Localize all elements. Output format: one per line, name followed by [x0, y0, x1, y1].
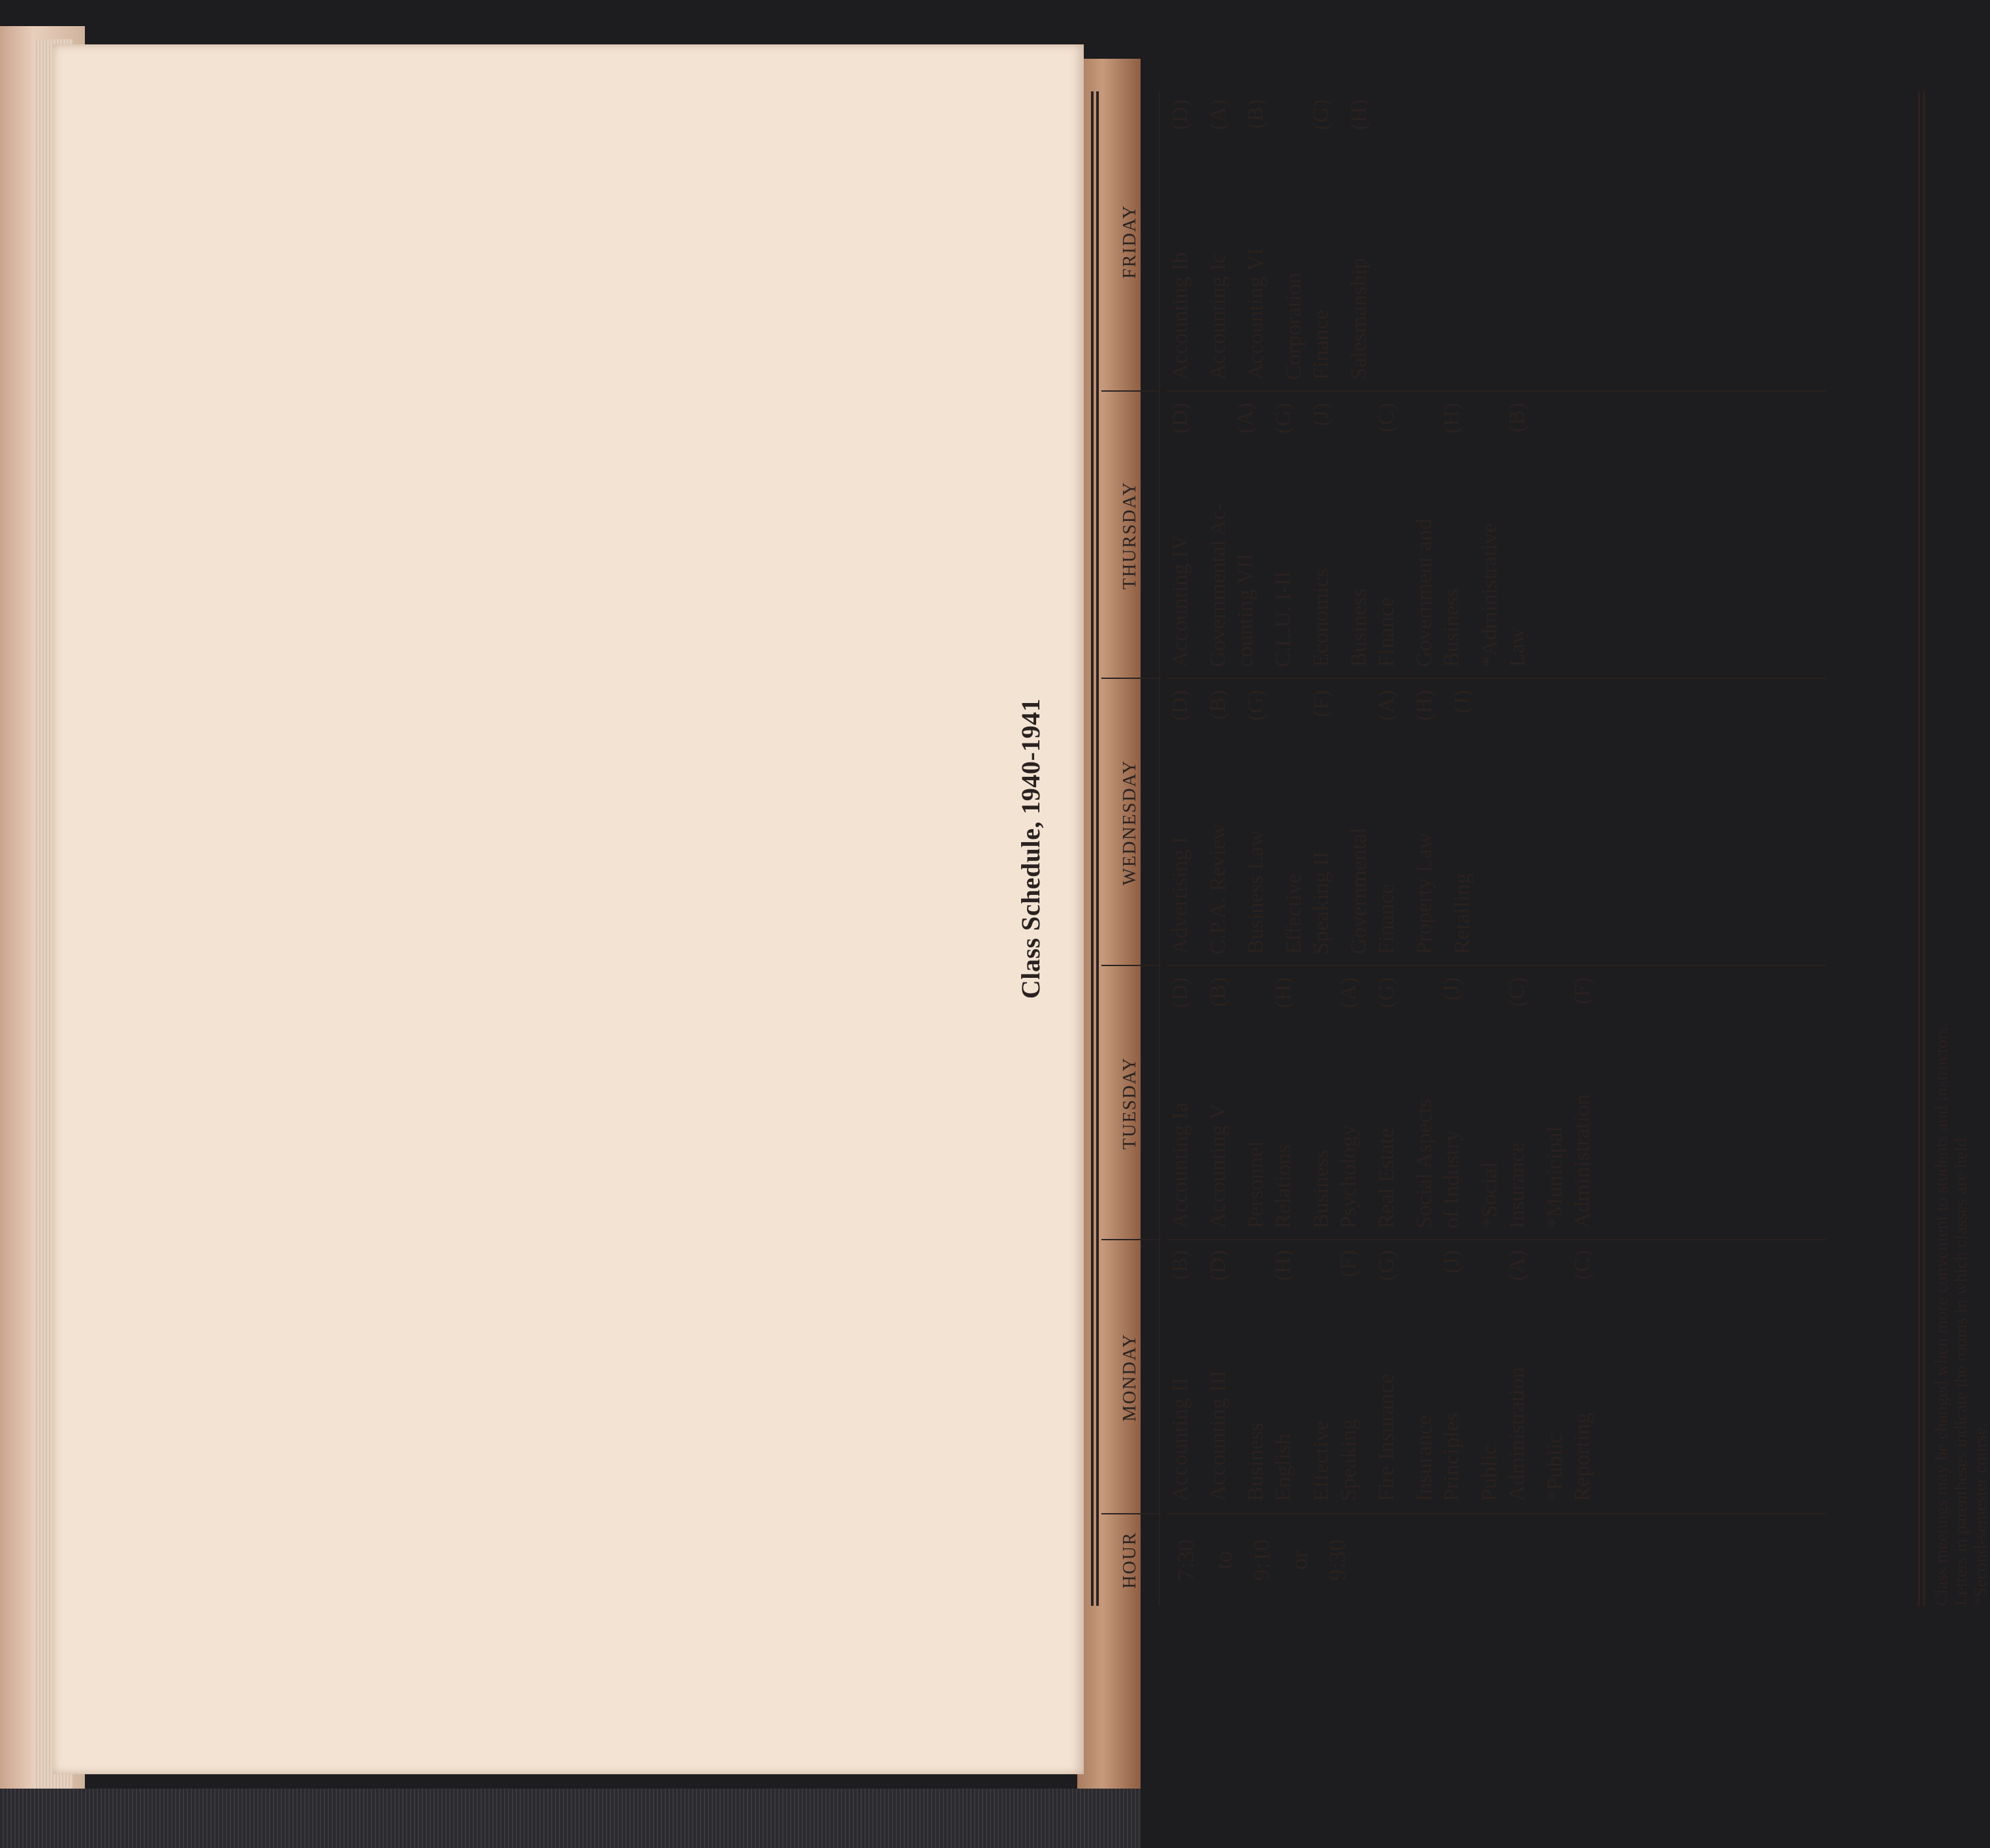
- room-letter: (G): [1374, 1250, 1398, 1281]
- class-name: Government and Business: [1412, 518, 1464, 667]
- column-divider: [1167, 390, 1826, 392]
- room-letter: (C): [1570, 1250, 1594, 1280]
- class-name: Property Law: [1412, 832, 1436, 954]
- class-name: Business English: [1244, 1422, 1295, 1501]
- class-entry: [1205, 1250, 1232, 1501]
- column-divider: [1167, 678, 1826, 679]
- class-name: Insurance Principles: [1412, 1413, 1464, 1501]
- room-letter: (G): [1374, 977, 1398, 1009]
- class-name: Salesmanship: [1347, 258, 1371, 380]
- class-name: Governmental Finance: [1347, 827, 1398, 954]
- class-name: Economics: [1309, 568, 1333, 667]
- column-divider: [1167, 1513, 1826, 1514]
- header-tuesday: TUESDAY: [1120, 1056, 1140, 1150]
- top-rule: [1091, 91, 1094, 1606]
- room-letter: (G): [1244, 690, 1268, 721]
- room-letter: (A): [1206, 99, 1230, 131]
- room-letter: (B): [1206, 690, 1230, 720]
- class-name: *Public Reporting: [1543, 1413, 1594, 1501]
- schedule-print-area: [1009, 91, 1990, 1606]
- header-rule: [1159, 91, 1160, 1606]
- header-friday: FRIDAY: [1120, 204, 1140, 279]
- class-entry: [1205, 690, 1232, 954]
- room-letter: (J): [1450, 690, 1474, 713]
- hour-column: [1167, 1527, 1356, 1593]
- class-entry: [1476, 403, 1531, 667]
- hour-line: or: [1286, 1550, 1312, 1570]
- class-name: *Social Insurance: [1477, 1142, 1529, 1229]
- class-entry: [1449, 690, 1476, 954]
- class-entry: [1346, 690, 1400, 954]
- class-name: Social Aspects of Industry: [1412, 1098, 1464, 1229]
- binding-band: [0, 1789, 1141, 1848]
- page-title: Class Schedule, 1940-1941: [1016, 698, 1045, 999]
- tuesday-column: [1167, 977, 1607, 1229]
- room-letter: (D): [1206, 1250, 1230, 1281]
- room-letter: (H): [1271, 1250, 1295, 1281]
- bottom-rule: [1923, 91, 1925, 1606]
- footnote: *Second-semester course.: [1970, 1422, 1990, 1606]
- class-name: Real Estate: [1374, 1128, 1398, 1229]
- room-letter: (A): [1374, 690, 1398, 721]
- class-name: C.P.A. Review: [1206, 823, 1230, 954]
- class-name: Accounting II: [1168, 1377, 1192, 1501]
- header-hour: HOUR: [1120, 1531, 1140, 1589]
- room-letter: (A): [1233, 403, 1257, 434]
- room-letter: (C): [1374, 403, 1398, 433]
- class-name: Effective Speaking II: [1282, 851, 1333, 954]
- hour-line: 9:30: [1324, 1539, 1350, 1582]
- class-name: Personnel Relations: [1244, 1140, 1295, 1229]
- class-entry: [1346, 403, 1400, 667]
- room-letter: (A): [1336, 977, 1361, 1009]
- header-wednesday: WEDNESDAY: [1120, 759, 1140, 886]
- class-name: Business Law: [1244, 830, 1268, 954]
- class-name: Effective Speaking: [1309, 1418, 1361, 1501]
- class-name: Accounting III: [1206, 1370, 1230, 1501]
- class-entry: [1373, 1250, 1400, 1501]
- class-name: Retailing: [1450, 873, 1474, 954]
- monday-column: [1167, 1250, 1607, 1501]
- wednesday-column: [1167, 690, 1487, 954]
- thursday-column: [1167, 403, 1541, 667]
- class-entry: [1411, 977, 1466, 1229]
- room-letter: (F): [1336, 1250, 1361, 1277]
- class-entry: [1476, 977, 1531, 1229]
- room-letter: (F): [1570, 977, 1594, 1005]
- room-letter: (D): [1168, 403, 1192, 434]
- footnote: Letters in parentheses indicate the rooms in which classes are held.: [1951, 1133, 1970, 1606]
- room-letter: (C): [1505, 977, 1529, 1007]
- footnotes: [1931, 1022, 1990, 1606]
- class-entry: [1242, 690, 1270, 954]
- class-entry: [1346, 99, 1373, 380]
- room-letter: (B): [1505, 403, 1529, 433]
- header-monday: MONDAY: [1120, 1333, 1140, 1422]
- class-entry: [1308, 977, 1363, 1229]
- class-name: Accounting Ia: [1168, 1102, 1192, 1229]
- room-letter: (D): [1168, 690, 1192, 721]
- class-name: Accounting IV: [1168, 534, 1192, 667]
- class-name: Accounting Ic: [1206, 253, 1230, 380]
- hour-line: to: [1210, 1551, 1237, 1570]
- class-name: Corporation Finance: [1282, 272, 1333, 380]
- class-name: C.L.U. I-II: [1271, 571, 1295, 667]
- class-name: *Municipal Administration: [1543, 1094, 1594, 1229]
- class-name: Accounting Ib: [1168, 252, 1192, 380]
- class-name: Governmental Ac- counting VII: [1206, 502, 1257, 667]
- room-letter: (J): [1440, 1250, 1464, 1274]
- room-letter: (B): [1168, 1250, 1192, 1280]
- room-letter: (J): [1440, 977, 1464, 1001]
- class-name: Advertising I: [1168, 836, 1192, 954]
- class-name: *Administrative Law: [1477, 523, 1529, 667]
- class-name: Public Administration: [1477, 1367, 1529, 1501]
- room-letter: (A): [1505, 1250, 1529, 1281]
- class-entry: [1373, 977, 1400, 1229]
- room-letter: (G): [1309, 99, 1333, 131]
- room-letter: (H): [1440, 403, 1464, 434]
- class-entry: [1242, 1250, 1297, 1501]
- column-divider: [1167, 965, 1826, 966]
- room-letter: (D): [1168, 977, 1192, 1009]
- room-letter: (H): [1271, 977, 1295, 1009]
- hour-line: 9:10: [1248, 1539, 1274, 1582]
- class-name: Fire Insurance: [1374, 1373, 1398, 1501]
- room-letter: (F): [1309, 690, 1333, 717]
- book-page: [52, 44, 1084, 1774]
- class-entry: [1167, 977, 1194, 1229]
- class-entry: [1308, 403, 1335, 667]
- column-divider: [1167, 1239, 1826, 1240]
- class-entry: [1476, 1250, 1531, 1501]
- class-entry: [1411, 1250, 1466, 1501]
- bottom-rule: [1918, 91, 1920, 1606]
- class-entry: [1205, 99, 1232, 380]
- room-letter: (J): [1309, 403, 1333, 426]
- room-letter: (H): [1412, 690, 1436, 721]
- room-letter: (H): [1347, 99, 1371, 131]
- hour-line: 7:30: [1173, 1539, 1199, 1582]
- room-letter: (B): [1244, 99, 1268, 129]
- class-name: Business Psychology: [1309, 1125, 1361, 1229]
- room-letter: (B): [1206, 977, 1230, 1007]
- class-entry: [1167, 1250, 1194, 1501]
- class-entry: [1308, 1250, 1363, 1501]
- class-entry: [1280, 99, 1335, 380]
- class-entry: [1167, 690, 1194, 954]
- class-name: Accounting VI: [1244, 247, 1268, 380]
- room-letter: (D): [1168, 99, 1192, 131]
- class-name: Business Finance: [1347, 588, 1398, 667]
- room-letter: (G): [1271, 403, 1295, 434]
- footnote: Class meetings may be changed when more convenient to students and instructors.: [1931, 1022, 1951, 1606]
- header-thursday: THURSDAY: [1120, 481, 1140, 589]
- class-entry: [1411, 403, 1466, 667]
- class-entry: [1205, 977, 1232, 1229]
- class-entry: [1167, 99, 1194, 380]
- friday-column: [1167, 99, 1383, 380]
- class-entry: [1270, 403, 1297, 667]
- class-entry: [1205, 403, 1259, 667]
- class-name: Accounting V: [1206, 1103, 1230, 1229]
- class-entry: [1411, 690, 1438, 954]
- class-entry: [1242, 977, 1297, 1229]
- class-entry: [1541, 1250, 1596, 1501]
- class-entry: [1541, 977, 1596, 1229]
- class-entry: [1167, 403, 1194, 667]
- class-entry: [1280, 690, 1335, 954]
- top-rule: [1096, 91, 1099, 1606]
- class-entry: [1242, 99, 1270, 380]
- header-row: [1101, 91, 1159, 1606]
